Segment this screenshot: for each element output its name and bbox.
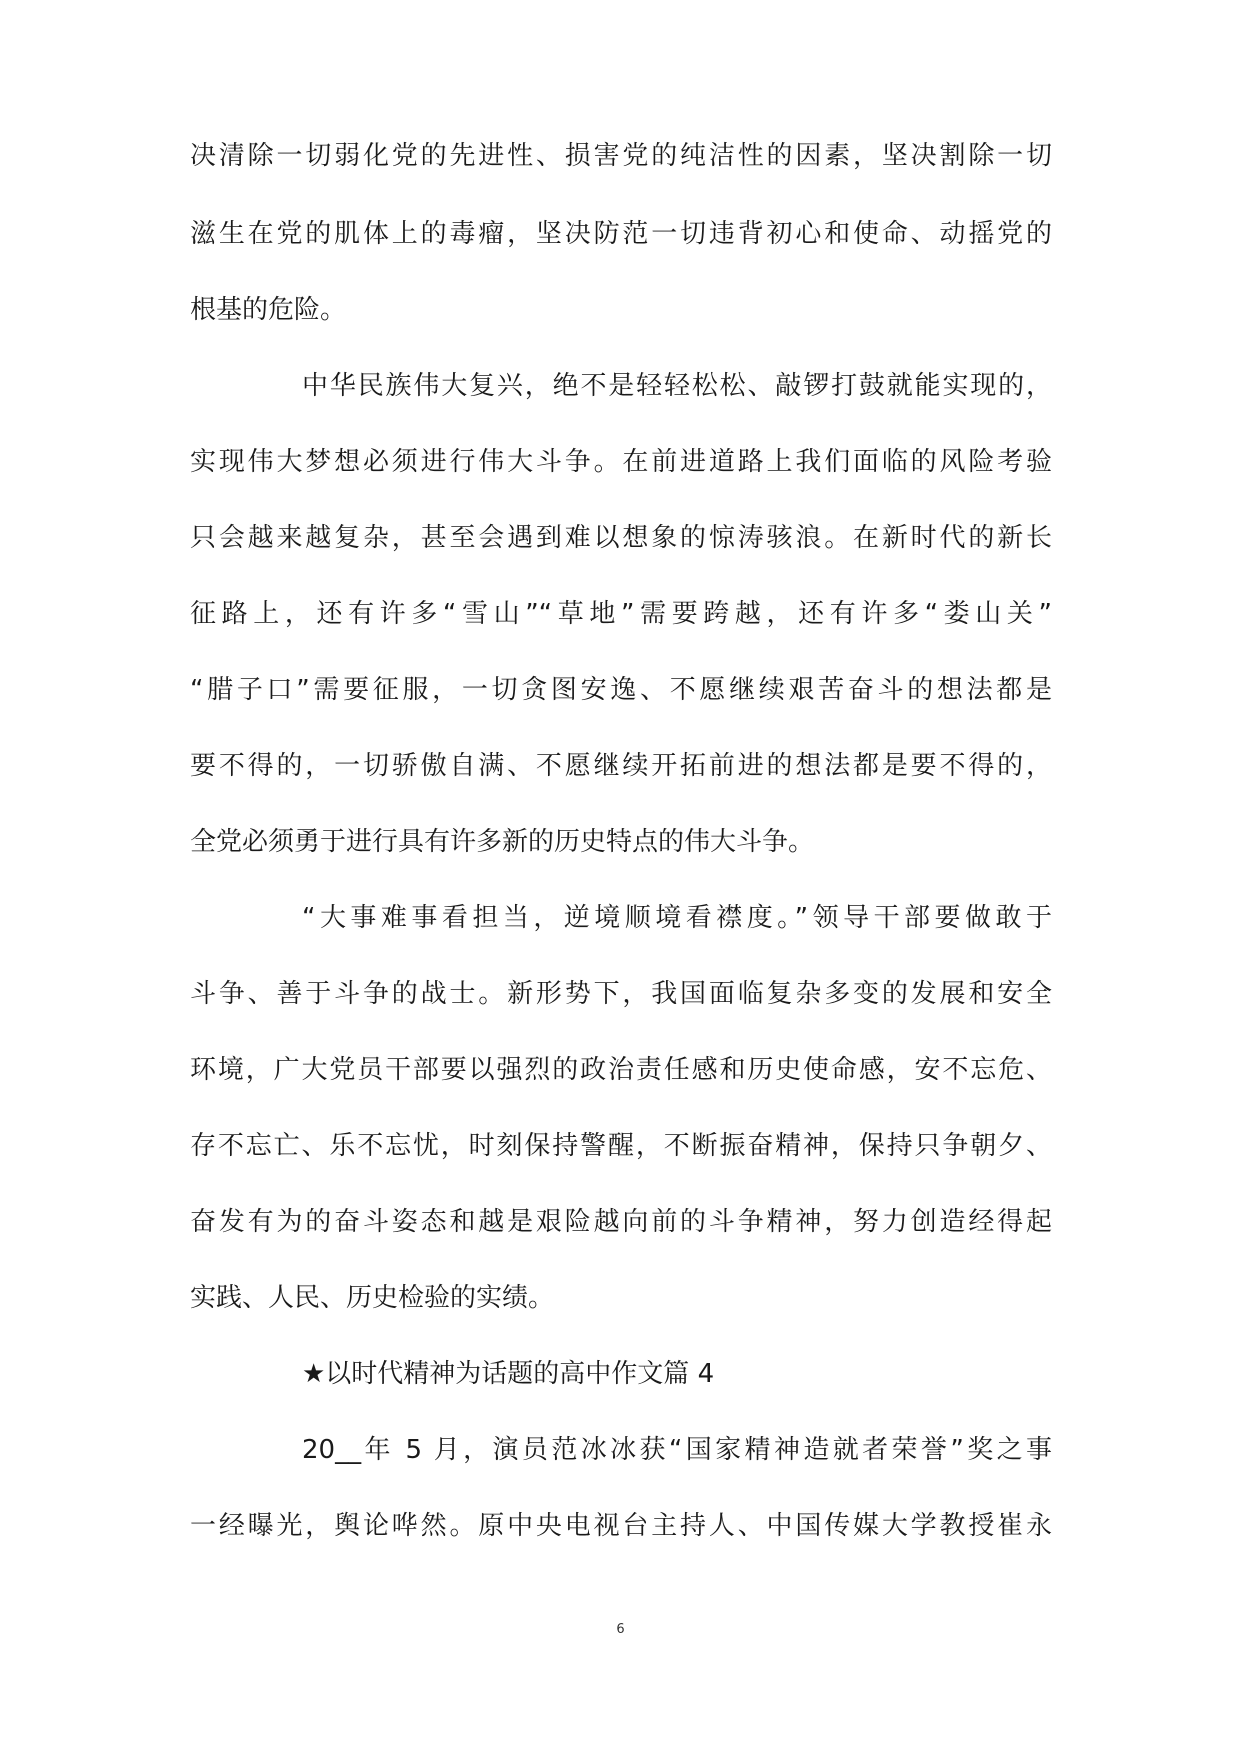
paragraph-line: 实践、人民、历史检验的实绩。 [190, 1283, 555, 1313]
paragraph-line: “大事难事看担当，逆境顺境看襟度。”领导干部要做敢于 [302, 903, 1052, 933]
paragraph-line: 只会越来越复杂，甚至会遇到难以想象的惊涛骇浪。在新时代的新长 [190, 523, 1052, 553]
paragraph-line: 环境，广大党员干部要以强烈的政治责任感和历史使命感，安不忘危、 [190, 1055, 1052, 1085]
page-number: 6 [616, 1622, 625, 1637]
paragraph-line: 实现伟大梦想必须进行伟大斗争。在前进道路上我们面临的风险考验 [190, 447, 1052, 477]
paragraph-line: 滋生在党的肌体上的毒瘤，坚决防范一切违背初心和使命、动摇党的 [190, 219, 1052, 249]
paragraph-line: 决清除一切弱化党的先进性、损害党的纯洁性的因素，坚决割除一切 [190, 141, 1052, 171]
paragraph-line: 要不得的，一切骄傲自满、不愿继续开拓前进的想法都是要不得的， [190, 751, 1052, 781]
paragraph-line: “腊子口”需要征服，一切贪图安逸、不愿继续艰苦奋斗的想法都是 [190, 675, 1052, 705]
paragraph-line: 中华民族伟大复兴，绝不是轻轻松松、敲锣打鼓就能实现的， [302, 371, 1052, 401]
paragraph-line: 20__年 5 月，演员范冰冰获“国家精神造就者荣誉”奖之事 [302, 1435, 1052, 1465]
paragraph-line: 存不忘亡、乐不忘忧，时刻保持警醒，不断振奋精神，保持只争朝夕、 [190, 1131, 1052, 1161]
paragraph-line: 全党必须勇于进行具有许多新的历史特点的伟大斗争。 [190, 827, 815, 857]
paragraph-line: 征路上，还有许多“雪山”“草地”需要跨越，还有许多“娄山关” [190, 599, 1052, 629]
paragraph-line: 根基的危险。 [190, 295, 347, 325]
section-heading: ★以时代精神为话题的高中作文篇 4 [302, 1359, 715, 1389]
paragraph-line: 斗争、善于斗争的战士。新形势下，我国面临复杂多变的发展和安全 [190, 979, 1052, 1009]
paragraph-line: 奋发有为的奋斗姿态和越是艰险越向前的斗争精神，努力创造经得起 [190, 1207, 1052, 1237]
paragraph-line: 一经曝光，舆论哗然。原中央电视台主持人、中国传媒大学教授崔永 [190, 1511, 1052, 1541]
